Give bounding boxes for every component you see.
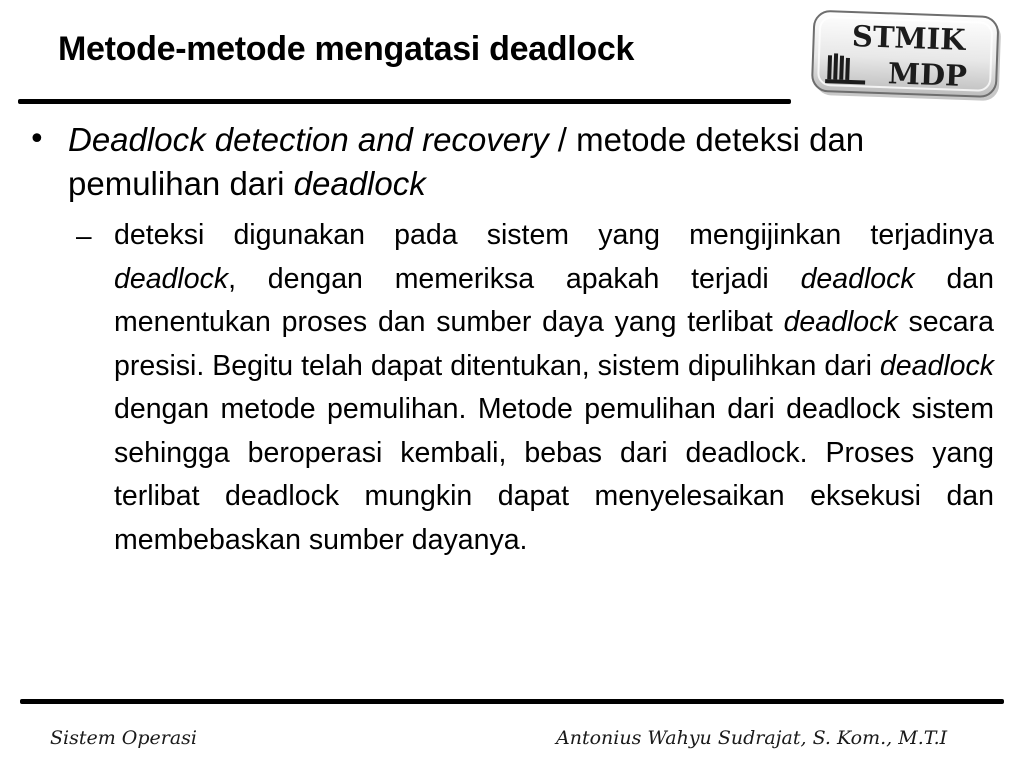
bullet-item xyxy=(28,118,996,206)
bullet-emphasis: Deadlock detection and recovery xyxy=(68,121,549,158)
sub-bullet-item xyxy=(76,214,996,562)
logo-text-mdp: MDP xyxy=(887,56,968,94)
sub-text-emphasis: deadlock xyxy=(800,262,915,295)
sub-text-emphasis: deadlock xyxy=(879,349,994,382)
bullet-marker: • xyxy=(28,122,46,157)
footer-divider xyxy=(20,699,1004,704)
sub-bullet-text xyxy=(114,214,994,562)
sub-bullet-marker: – xyxy=(76,220,92,251)
bullet-emphasis-end: deadlock xyxy=(293,165,426,202)
stmik-mdp-logo xyxy=(810,10,1006,106)
sub-text-segment: dengan metode pemulihan. Metode pemulihan dari deadlock sistem sehingga beroperasi kembali, bebas dari deadlock. Proses yang terlibat deadlock mungkin dapat menyelesaikan eksekusi dan membebaskan sumber dayanya. xyxy=(114,393,994,556)
logo-text-stmik: STMIK xyxy=(851,19,966,57)
bullet-plain: / metode deteksi dan pemulihan dari xyxy=(68,121,865,202)
title-divider xyxy=(18,99,791,104)
footer-author: Antonius Wahyu Sudrajat, S. Kom., M.T.I xyxy=(556,727,948,749)
sub-text-emphasis: deadlock xyxy=(114,262,229,295)
sub-text-segment: dan menentukan proses dan sumber daya yang terlibat xyxy=(114,262,994,338)
sub-text-emphasis: deadlock xyxy=(783,306,898,338)
slide-body xyxy=(28,118,996,562)
footer-course-name: Sistem Operasi xyxy=(50,727,197,749)
sub-text-segment: secara presisi. Begitu telah dapat ditentukan, sistem dipulihkan dari xyxy=(114,306,994,382)
sub-text-segment: , dengan memeriksa apakah terjadi xyxy=(228,262,801,295)
slide-title: Metode-metode mengatasi deadlock xyxy=(58,30,635,68)
sub-text-segment: deteksi digunakan pada sistem yang mengijinkan terjadinya xyxy=(114,219,994,251)
bullet-text xyxy=(68,118,888,206)
